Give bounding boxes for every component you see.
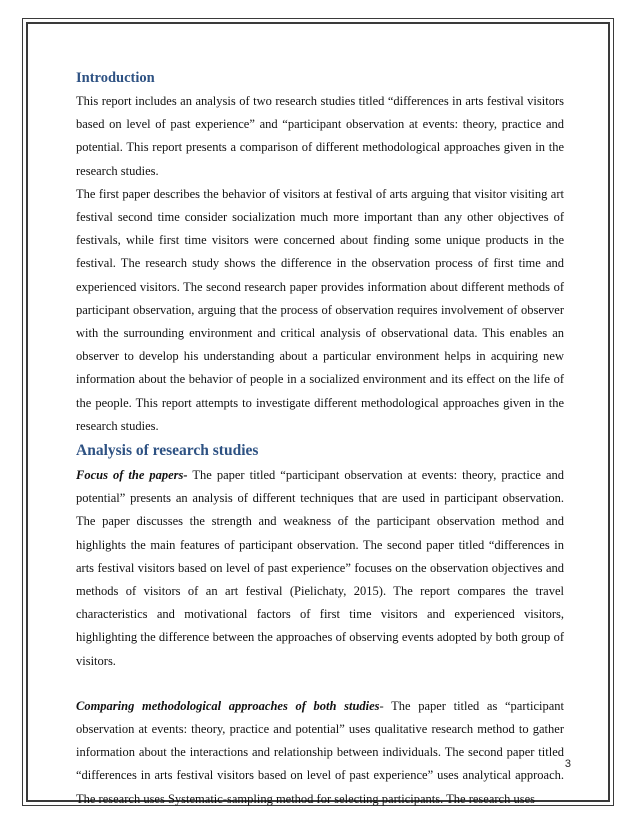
- compare-lead: Comparing methodological approaches of both studies: [76, 698, 380, 713]
- heading-analysis: Analysis of research studies: [76, 442, 259, 460]
- compare-text: - The paper titled as “participant observation at events: theory, practice and potential” uses qualitative research method to gather information about the interactions and relationship between individuals. The second paper titled “differences in arts festival visitors based on level of past experience” uses analytical approach. The research uses Systematic-sampling method for selecting participants. The research uses: [76, 698, 564, 806]
- heading-introduction: Introduction: [76, 70, 155, 86]
- intro-paragraph-1: This report includes an analysis of two research studies titled “differences in arts festival visitors based on level of past experience” and “participant observation at events: theory, practice and potential. This report presents a comparison of different methodological approaches given in the research studies.: [76, 94, 564, 178]
- compare-paragraph: [76, 695, 564, 811]
- document-body: [76, 66, 564, 811]
- focus-lead: Focus of the papers-: [76, 468, 188, 483]
- paragraph-gap: [76, 673, 564, 695]
- page-number: 3: [564, 758, 571, 770]
- intro-paragraph-2: The first paper describes the behavior of visitors at festival of arts arguing that visitor visiting art festival second time consider socialization much more important than any other objectives of festivals, while first time visitors were concerned about finding some unique products in the festival. The research study shows the difference in the observation process of first time and experienced visitors. The second research paper provides information about different methods of participant observation, arguing that the process of observation requires involvement of observer with the surrounding environment and critical analysis of observational data. This enables an observer to develop his understanding about a particular environment helps in acquiring new information about the behavior of people in a socialized environment and its effect on the life of the people. This report attempts to investigate different methodological approaches given in the research studies.: [76, 186, 564, 433]
- focus-paragraph: [76, 464, 564, 673]
- focus-text: The paper titled “participant observation at events: theory, practice and potential” presents an analysis of different techniques that are used in participant observation. The paper discusses the strength and weakness of the participant observation method and highlights the main features of participant observation. The second paper titled “differences in arts festival visitors based on level of past experience” focuses on the observation objectives and methods of visitors of an art festival (Pielichaty, 2015). The report compares the travel characteristics and motivational factors of first time visitors and experienced visitors, highlighting the difference between the approaches of observing events adopted by both group of visitors.: [76, 468, 564, 668]
